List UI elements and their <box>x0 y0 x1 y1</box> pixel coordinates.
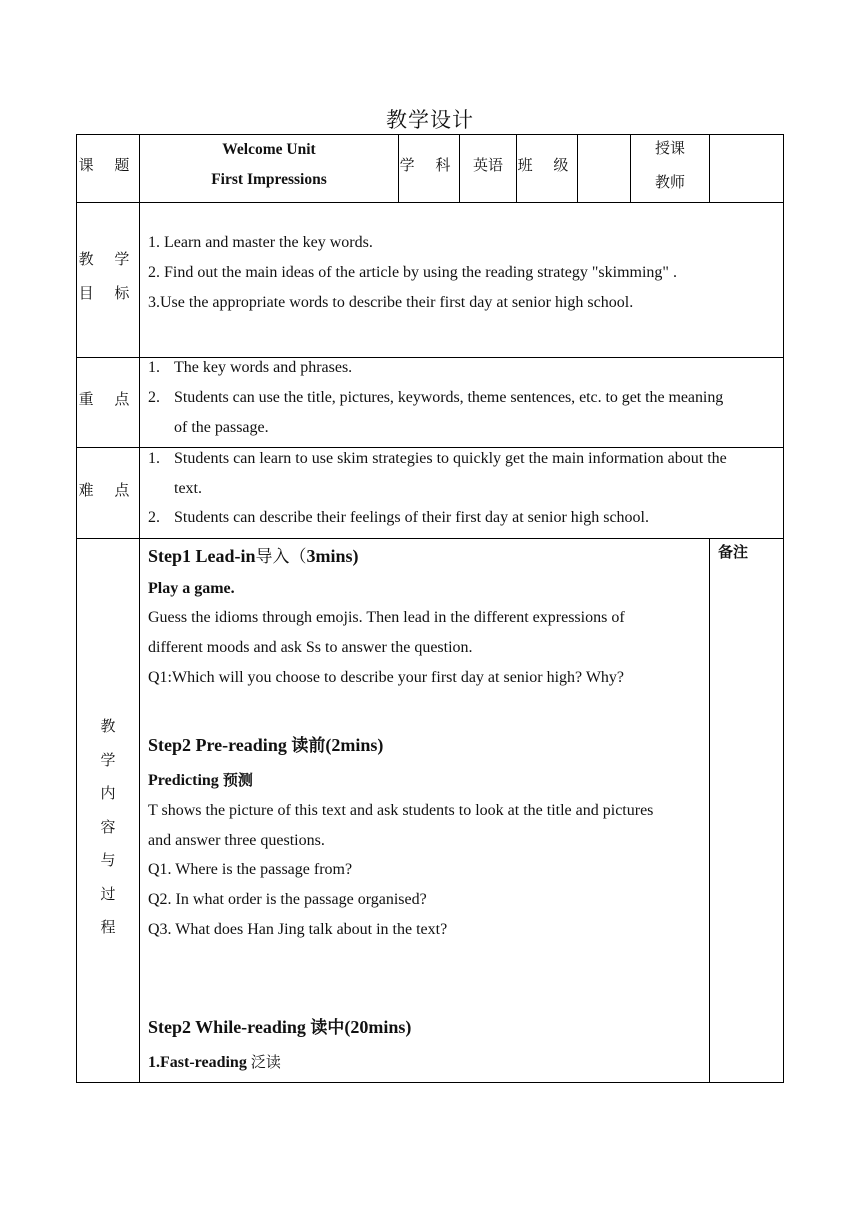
teacher-label-1: 授课 <box>654 139 685 157</box>
key-point-2-line-1: Students can use the title, pictures, keywords, theme sentences, etc. to get the meaning <box>174 389 724 406</box>
step2-question-3: Q3. What does Han Jing talk about in the text? <box>148 921 448 938</box>
step1-subtitle: Play a game. <box>148 580 235 597</box>
difficulty-2: Students can describe their feelings of their first day at senior high school. <box>174 509 649 526</box>
key-point-1: The key words and phrases. <box>174 359 353 376</box>
step3-subtitle: 1.Fast-reading 泛读 <box>148 1053 281 1071</box>
objectives-label-1: 教 学 <box>78 250 138 268</box>
process-label-char: 容 <box>100 817 116 836</box>
document-title: 教学设计 <box>386 108 474 132</box>
topic-line-2: First Impressions <box>211 171 327 188</box>
process-label-char: 学 <box>100 750 116 769</box>
step2-text-1: T shows the picture of this text and ask students to look at the title and pictures <box>148 802 654 819</box>
objective-item-1: 1. Learn and master the key words. <box>148 234 373 251</box>
difficulty-2-number: 2. <box>148 509 160 526</box>
process-label-char: 程 <box>100 918 116 936</box>
process-label-char: 过 <box>100 884 116 903</box>
step1-text-1: Guess the idioms through emojis. Then lead in the different expressions of <box>148 609 625 626</box>
subject-value: 英语 <box>472 156 503 174</box>
key-point-2-number: 2. <box>148 389 160 406</box>
key-point-2-line-2: of the passage. <box>174 419 269 436</box>
step2-subtitle: Predicting 预测 <box>148 771 253 789</box>
process-label-char: 内 <box>100 784 116 802</box>
difficulty-1-line-2: text. <box>174 480 202 497</box>
key-point-1-number: 1. <box>148 359 160 376</box>
topic-line-1: Welcome Unit <box>222 141 316 158</box>
objectives-label-2: 目 标 <box>78 284 138 302</box>
difficulties-label: 难 点 <box>78 481 138 499</box>
step2-question-2: Q2. In what order is the passage organised? <box>148 891 427 908</box>
process-label-char: 教 <box>100 717 116 735</box>
difficulty-1-number: 1. <box>148 450 160 467</box>
step3-title: Step2 While-reading 读中(20mins) <box>148 1017 412 1038</box>
key-points-label: 重 点 <box>78 390 138 408</box>
objective-item-3: 3.Use the appropriate words to describe their first day at senior high school. <box>148 294 634 311</box>
class-label: 班 级 <box>517 156 577 174</box>
notes-label: 备注 <box>718 543 749 561</box>
topic-label: 课 题 <box>78 156 138 174</box>
step1-question-1: Q1:Which will you choose to describe your first day at senior high? Why? <box>148 669 625 686</box>
step2-text-2: and answer three questions. <box>148 832 325 849</box>
process-label <box>77 710 139 945</box>
step1-title: Step1 Lead-in导入（3mins) <box>148 546 359 567</box>
process-label-char: 与 <box>100 851 116 869</box>
teacher-label-2: 教师 <box>654 173 685 191</box>
subject-label: 学 科 <box>399 156 459 174</box>
step2-title: Step2 Pre-reading 读前(2mins) <box>148 735 384 756</box>
objective-item-2: 2. Find out the main ideas of the article by using the reading strategy "skimming" . <box>148 264 677 281</box>
step2-question-1: Q1. Where is the passage from? <box>148 861 353 878</box>
difficulty-1-line-1: Students can learn to use skim strategies to quickly get the main information about the <box>174 450 727 467</box>
step1-text-2: different moods and ask Ss to answer the question. <box>148 639 473 656</box>
